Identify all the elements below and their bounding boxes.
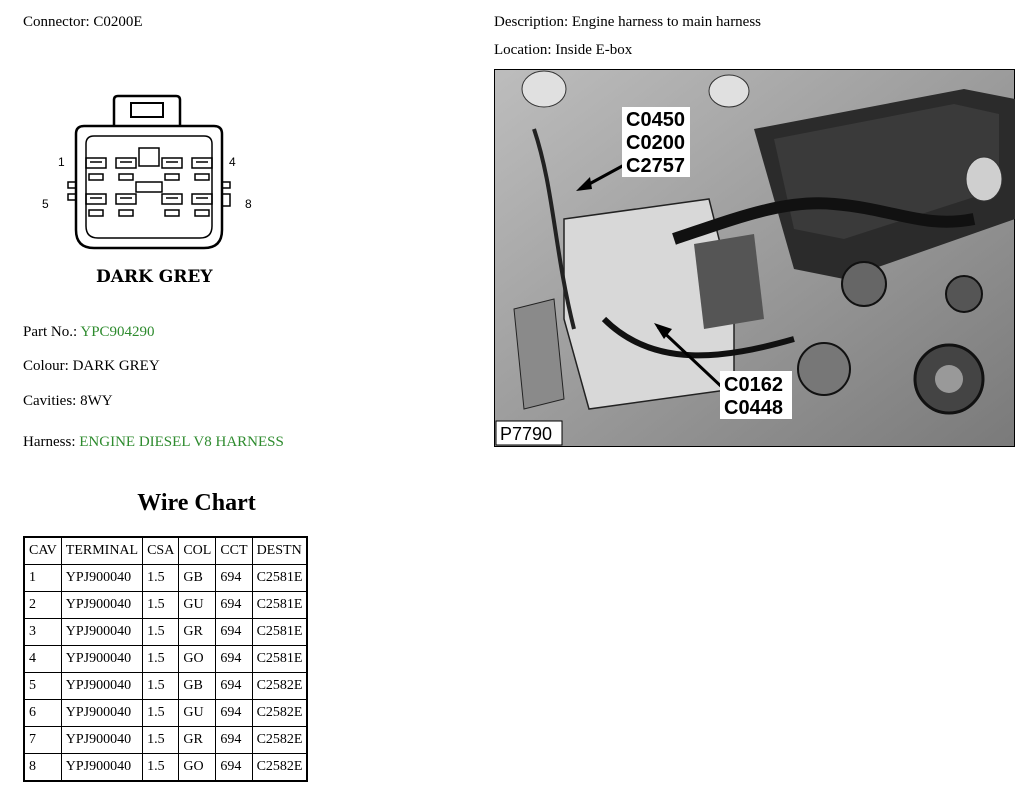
cavities-line: Cavities: 8WY xyxy=(23,393,113,409)
cell-terminal: YPJ900040 xyxy=(61,646,142,673)
table-row xyxy=(24,754,307,782)
cell-destn: C2582E xyxy=(252,727,307,754)
table-row xyxy=(24,673,307,700)
cell-csa: 1.5 xyxy=(143,565,179,592)
cell-destn: C2582E xyxy=(252,700,307,727)
cell-col: GU xyxy=(179,700,216,727)
connector-colour-caption: DARK GREY xyxy=(96,267,213,287)
callout-c0448: C0448 xyxy=(724,397,783,419)
cell-terminal: YPJ900040 xyxy=(61,727,142,754)
cell-destn: C2582E xyxy=(252,673,307,700)
wire-chart-table xyxy=(23,536,308,782)
part-no-label: Part No.: xyxy=(23,324,78,340)
pin-label-4: 4 xyxy=(229,155,236,169)
cell-terminal: YPJ900040 xyxy=(61,619,142,646)
table-row xyxy=(24,619,307,646)
cell-col: GB xyxy=(179,565,216,592)
pin-label-8: 8 xyxy=(245,197,252,211)
col-header-csa: CSA xyxy=(143,537,179,565)
col-header-cct: CCT xyxy=(216,537,252,565)
cell-terminal: YPJ900040 xyxy=(61,700,142,727)
connector-label: Connector: C0200E xyxy=(23,14,143,30)
cell-col: GU xyxy=(179,592,216,619)
harness-link[interactable]: ENGINE DIESEL V8 HARNESS xyxy=(79,434,284,450)
cell-col: GR xyxy=(179,727,216,754)
cell-cct: 694 xyxy=(216,727,252,754)
cell-destn: C2581E xyxy=(252,619,307,646)
col-header-destn: DESTN xyxy=(252,537,307,565)
table-row xyxy=(24,700,307,727)
callout-c0450: C0450 xyxy=(626,109,685,131)
cell-cav: 7 xyxy=(24,727,61,754)
cell-destn: C2581E xyxy=(252,592,307,619)
table-row xyxy=(24,646,307,673)
cell-cct: 694 xyxy=(216,754,252,782)
cell-cav: 5 xyxy=(24,673,61,700)
cell-col: GB xyxy=(179,673,216,700)
engine-bay-photo xyxy=(494,69,1015,447)
cell-terminal: YPJ900040 xyxy=(61,673,142,700)
cell-terminal: YPJ900040 xyxy=(61,754,142,782)
cell-cct: 694 xyxy=(216,565,252,592)
cell-cct: 694 xyxy=(216,700,252,727)
table-row xyxy=(24,727,307,754)
colour-line: Colour: DARK GREY xyxy=(23,358,160,374)
cell-csa: 1.5 xyxy=(143,754,179,782)
cell-cct: 694 xyxy=(216,673,252,700)
cell-cct: 694 xyxy=(216,592,252,619)
cell-col: GO xyxy=(179,754,216,782)
cell-cct: 694 xyxy=(216,646,252,673)
cell-csa: 1.5 xyxy=(143,592,179,619)
cell-destn: C2581E xyxy=(252,565,307,592)
part-no-link[interactable]: YPC904290 xyxy=(80,324,155,340)
wire-chart-header-row xyxy=(24,537,307,565)
cell-destn: C2582E xyxy=(252,754,307,782)
cell-cav: 3 xyxy=(24,619,61,646)
cell-csa: 1.5 xyxy=(143,619,179,646)
cell-cav: 1 xyxy=(24,565,61,592)
cell-cav: 8 xyxy=(24,754,61,782)
cell-terminal: YPJ900040 xyxy=(61,565,142,592)
col-header-cav: CAV xyxy=(24,537,61,565)
pin-label-5: 5 xyxy=(42,197,49,211)
cell-csa: 1.5 xyxy=(143,727,179,754)
location-label: Location: Inside E-box xyxy=(494,42,633,58)
cell-cav: 2 xyxy=(24,592,61,619)
cell-destn: C2581E xyxy=(252,646,307,673)
pin-label-1: 1 xyxy=(58,155,65,169)
col-header-col: COL xyxy=(179,537,216,565)
callout-c2757: C2757 xyxy=(626,155,685,177)
connector-face-diagram xyxy=(36,90,266,290)
cell-csa: 1.5 xyxy=(143,673,179,700)
harness-label: Harness: xyxy=(23,434,76,450)
cell-cct: 694 xyxy=(216,619,252,646)
table-row xyxy=(24,592,307,619)
table-row xyxy=(24,565,307,592)
callout-c0162: C0162 xyxy=(724,374,783,396)
part-no-line xyxy=(23,324,155,341)
cell-cav: 4 xyxy=(24,646,61,673)
photo-id: P7790 xyxy=(500,424,553,444)
harness-line xyxy=(23,434,284,451)
description-label: Description: Engine harness to main harness xyxy=(494,14,762,30)
wire-chart-title: Wire Chart xyxy=(137,490,256,516)
cell-cav: 6 xyxy=(24,700,61,727)
callout-c0200: C0200 xyxy=(626,132,685,154)
col-header-terminal: TERMINAL xyxy=(61,537,142,565)
cell-csa: 1.5 xyxy=(143,700,179,727)
cell-col: GR xyxy=(179,619,216,646)
cell-col: GO xyxy=(179,646,216,673)
cell-terminal: YPJ900040 xyxy=(61,592,142,619)
cell-csa: 1.5 xyxy=(143,646,179,673)
